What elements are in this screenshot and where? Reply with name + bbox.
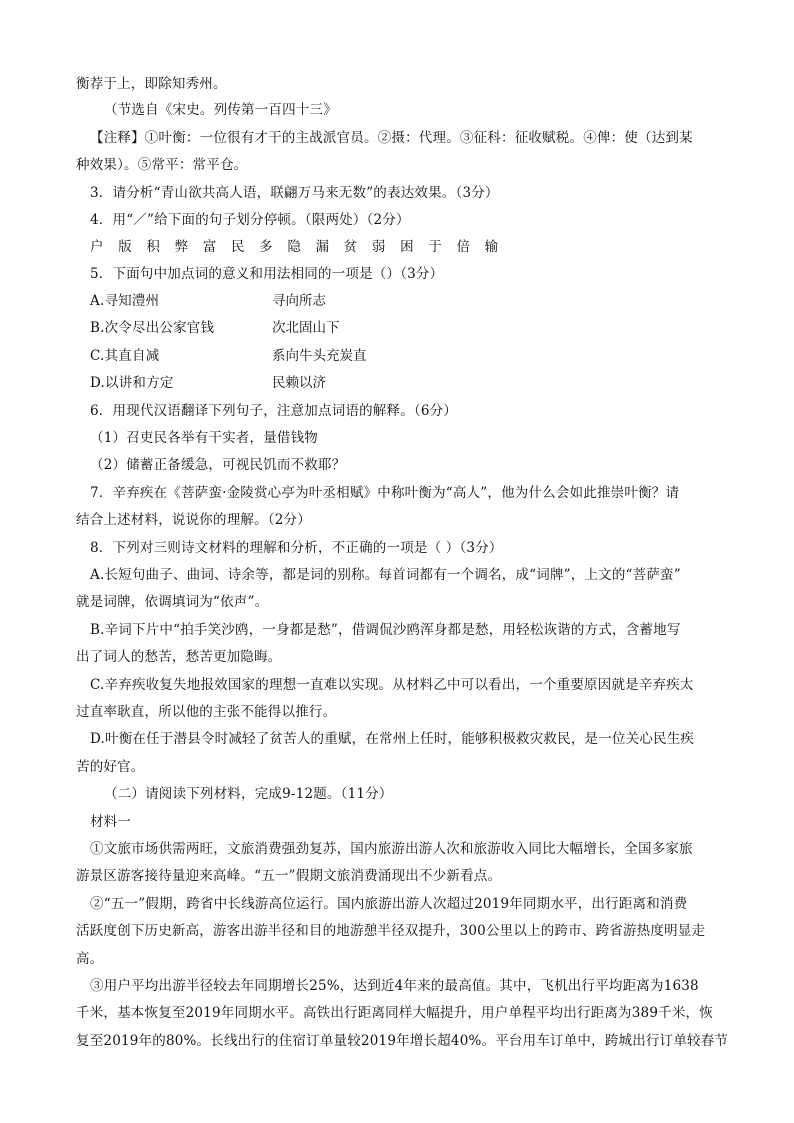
annotation-line: 【注释】①叶衡：一位很有才干的主战派官员。②摄：代理。③征科：征收赋税。④俾：使（达到某 xyxy=(90,130,693,146)
translation-item-1: （1）召吏民各举有干实者，量借钱物 xyxy=(90,430,318,446)
option-d-right: 民赖以济 xyxy=(272,375,326,391)
paragraph-2-end: 高。 xyxy=(76,951,104,967)
choice-c: C.辛弃疾收复失地报效国家的理想一直难以实现。从材料乙中可以看出，一个重要原因就是辛弃疾太 xyxy=(90,677,694,693)
question-4: 4．用“／”给下面的句子划分停顿。（限两处）（2分） xyxy=(90,212,410,228)
paragraph-2-cont: 活跃度创下历史新高，游客出游半径和目的地游憩半径双提升，300公里以上的跨市、跨省游热度明显走 xyxy=(76,923,706,939)
annotation-line: 种效果）。⑤常平：常平仓。 xyxy=(76,157,248,173)
choice-b: B.辛词下片中“拍手笑沙鸥，一身都是愁”，借调侃沙鸥浑身都是愁，用轻松诙谐的方式，含蓄地写 xyxy=(90,622,681,638)
choice-d-cont: 苦的好官。 xyxy=(76,759,145,775)
question-3: 3．请分析“青山欲共高人语，联翩万马来无数”的表达效果。（3分） xyxy=(90,185,499,201)
option-a-right: 寻向所志 xyxy=(272,293,326,309)
source-citation: （节选自《宋史。列传第一百四十三》 xyxy=(104,102,337,118)
option-c-left: C.其直自减 xyxy=(90,348,160,364)
punctuation-sentence: 户 版 积 弊 富 民 多 隐 漏 贫 弱 困 于 倍 输 xyxy=(90,239,504,255)
question-7-cont: 结合上述材料，说说你的理解。（2分） xyxy=(76,512,311,528)
translation-item-2: （2）储蓄正备缓急，可视民饥而不救耶？ xyxy=(90,457,346,473)
question-5: 5．下面句中加点词的意义和用法相同的一项是（）（3分） xyxy=(90,266,444,282)
text-line: 衡荐于上，即除知秀州。 xyxy=(76,76,227,92)
option-a-left: A.寻知澧州 xyxy=(90,293,160,309)
choice-b-cont: 出了词人的愁苦，愁苦更加隐晦。 xyxy=(76,649,282,665)
choice-a-cont: 就是词牌，依调填词为“依声”。 xyxy=(76,594,269,610)
material-title: 材料一 xyxy=(90,814,132,830)
paragraph-2: ②“五一”假期，跨省中长线游高位运行。国内旅游出游人次超过2019年同期水平，出行距离和消费 xyxy=(90,896,688,912)
paragraph-3: ③用户平均出游半径较去年同期增长25%，达到近4年来的最高值。其中，飞机出行平均距离为1638 xyxy=(90,978,699,994)
paragraph-3-cont: 千米，基本恢复至2019年同期水平。高铁出行距离同样大幅提升，用户单程平均出行距离为389千米，恢 xyxy=(76,1005,713,1021)
question-6: 6．用现代汉语翻译下列句子，注意加点词语的解释。（6分） xyxy=(90,403,458,419)
choice-c-cont: 过直率耿直，所以他的主张不能得以推行。 xyxy=(76,704,337,720)
option-d-left: D.以讲和方定 xyxy=(90,375,174,391)
option-c-right: 系向牛头充炭直 xyxy=(272,348,367,364)
option-b-left: B.次令尽出公家官钱 xyxy=(90,320,215,336)
option-b-right: 次北固山下 xyxy=(272,320,340,336)
paragraph-3-cont: 复至2019年的80%。长线出行的住宿订单量较2019年增长超40%。平台用车订单中，跨城出行订单较春节 xyxy=(76,1033,729,1049)
question-7: 7．辛弃疾在《菩萨蛮·金陵赏心亭为叶丞相赋》中称叶衡为“高人”，他为什么会如此推崇叶衡？请 xyxy=(90,485,680,501)
question-8: 8．下列对三则诗文材料的理解和分析，不正确的一项是（ ）（3分） xyxy=(90,540,503,556)
choice-a: A.长短句曲子、曲词、诗余等，都是词的别称。每首词都有一个调名，成“词牌”，上文的“菩萨蛮” xyxy=(90,567,681,583)
choice-d: D.叶衡在任于潜县令时减轻了贫苦人的重赋，在常州上任时，能够积极救灾救民，是一位关心民生疾 xyxy=(90,731,695,747)
paragraph-1: ①文旅市场供需两旺，文旅消费强劲复苏，国内旅游出游人次和旅游收入同比大幅增长，全国多家旅 xyxy=(90,841,693,857)
section-heading: （二）请阅读下列材料，完成9-12题。（11分） xyxy=(104,786,393,802)
paragraph-1-cont: 游景区游客接待量迎来高峰。“五一”假期文旅消费涌现出不少新看点。 xyxy=(76,868,502,884)
